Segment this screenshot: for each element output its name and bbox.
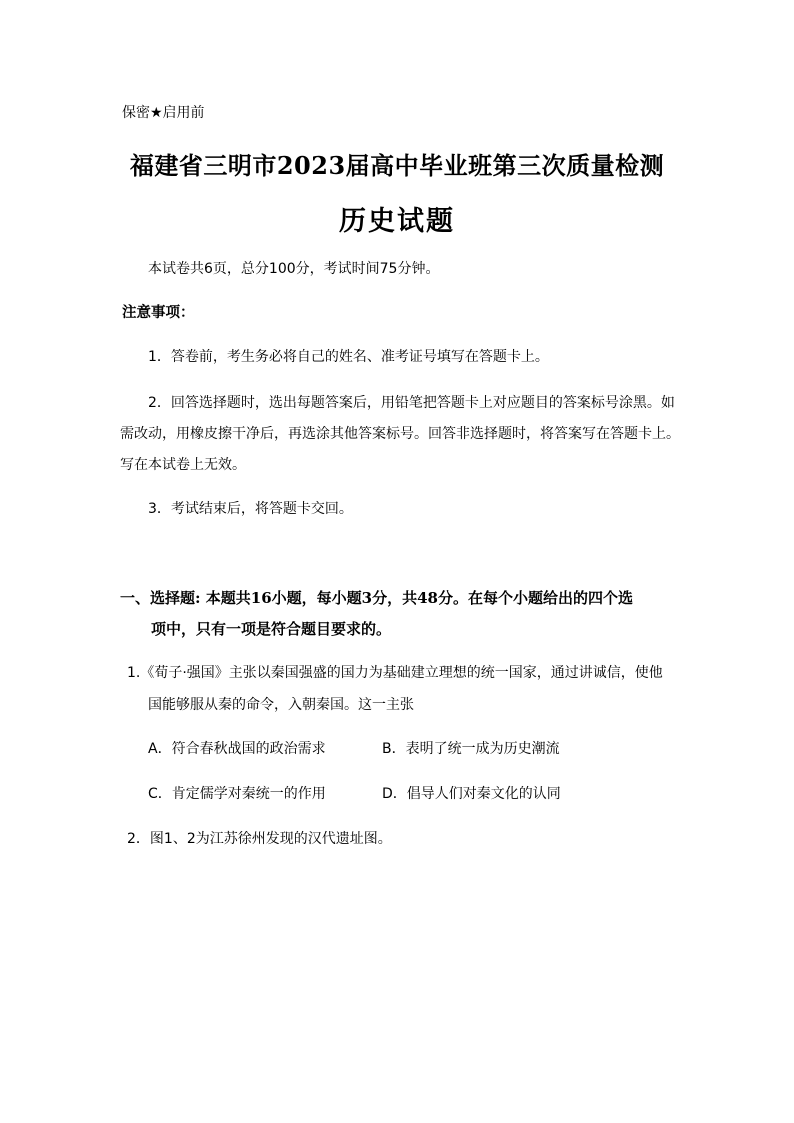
question-1-line-1: 1.《荀子·强国》主张以秦国强盛的国力为基础建立理想的统一国家，通过讲诚信，使他 [127, 665, 663, 681]
section-1-heading-line-1: 一、选择题: 本题共16小题，每小题3分，共48分。在每个小题给出的四个选 [120, 589, 633, 607]
question-1-option-a: A．符合春秋战国的政治需求 [148, 741, 326, 757]
question-1-option-c: C．肯定儒学对秦统一的作用 [148, 786, 326, 802]
notice-item-2-line-1: 2．回答选择题时，选出每题答案后，用铅笔把答题卡上对应题目的答案标号涂黑。如 [148, 395, 675, 411]
notice-heading: 注意事项： [122, 305, 195, 321]
notice-item-2-line-3: 写在本试卷上无效。 [120, 457, 246, 473]
exam-title: 福建省三明市2023届高中毕业班第三次质量检测 [129, 151, 665, 180]
question-1-option-b: B．表明了统一成为历史潮流 [382, 741, 560, 757]
subject-title: 历史试题 [339, 206, 455, 237]
intro-text: 本试卷共6页，总分100分，考试时间75分钟。 [148, 261, 440, 277]
notice-item-1: 1．答卷前，考生务必将自己的姓名、准考证号填写在答题卡上。 [148, 349, 549, 365]
question-2-line-1: 2．图1、2为江苏徐州发现的汉代遗址图。 [127, 831, 392, 847]
notice-item-2-line-2: 需改动，用橡皮擦干净后，再选涂其他答案标号。回答非选择题时，将答案写在答题卡上。 [120, 426, 680, 442]
question-1-option-d: D．倡导人们对秦文化的认同 [382, 786, 561, 802]
section-1-heading-line-2: 项中，只有一项是符合题目要求的。 [151, 620, 392, 638]
notice-item-3: 3．考试结束后，将答题卡交回。 [148, 501, 353, 517]
question-1-line-2: 国能够服从秦的命令，入朝秦国。这一主张 [148, 697, 414, 713]
confidential-label: 保密★启用前 [122, 105, 205, 121]
